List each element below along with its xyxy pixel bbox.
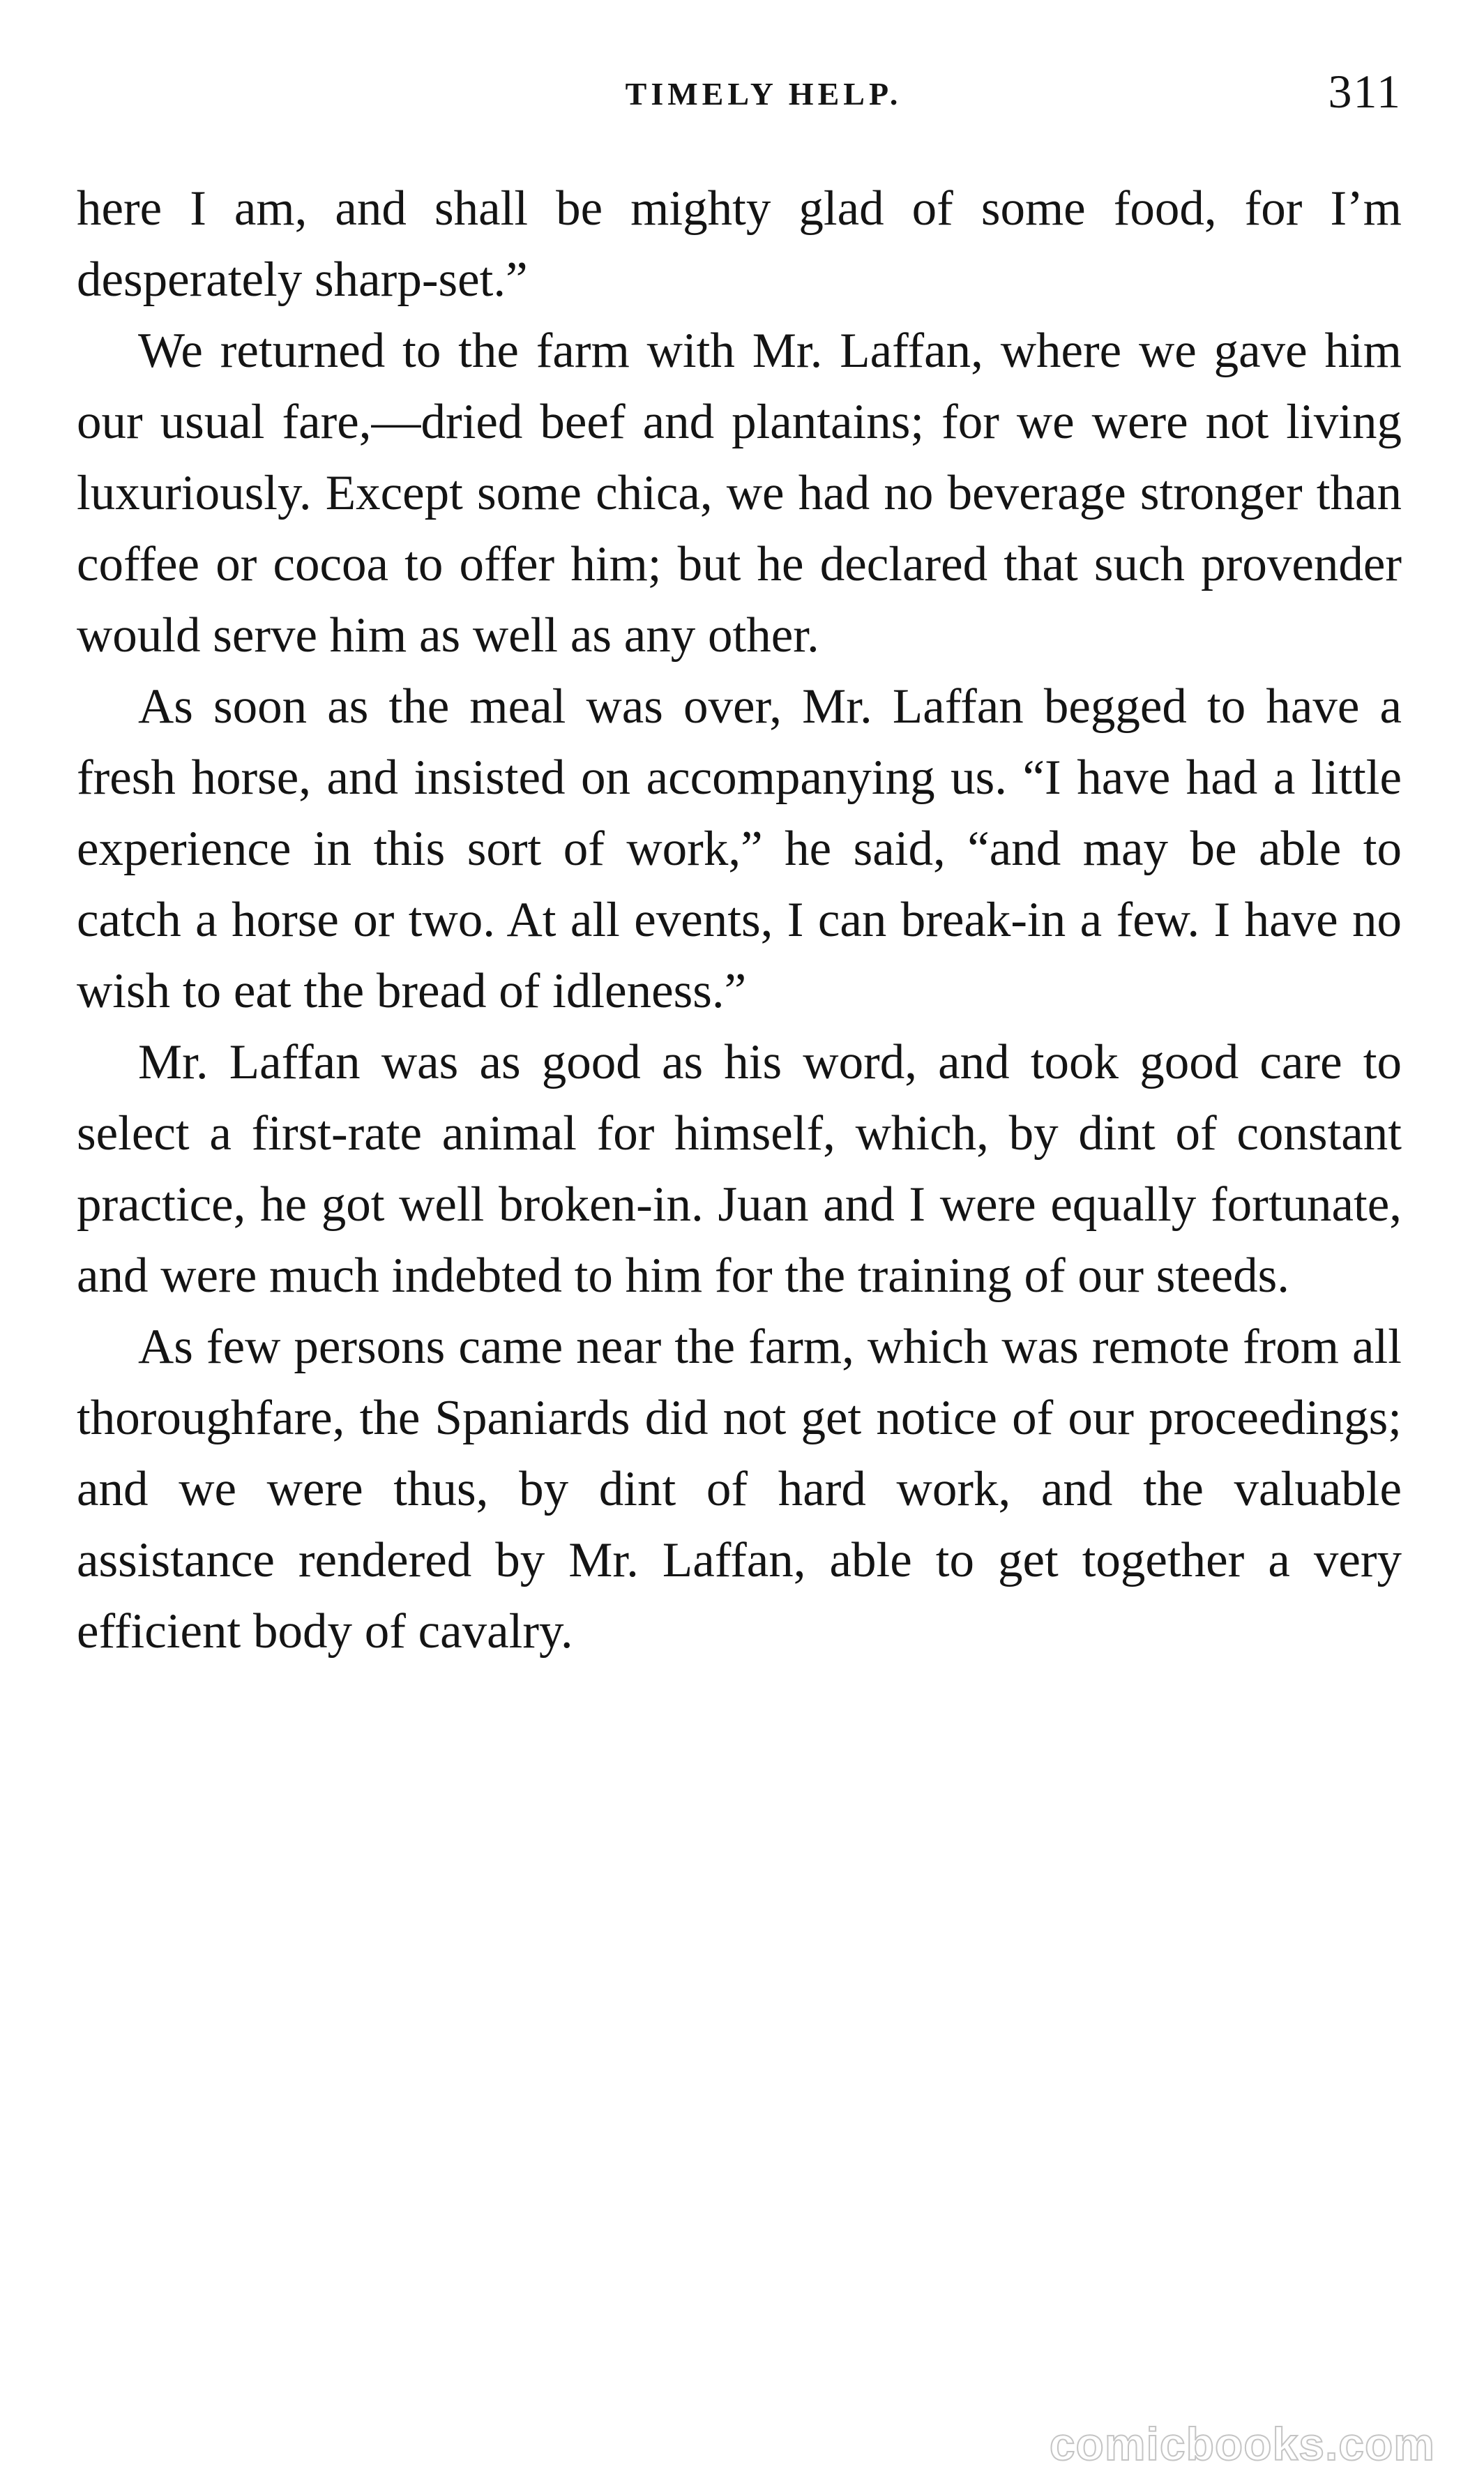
running-head (77, 64, 1402, 127)
page-number: 311 (1328, 65, 1402, 118)
paragraph-continued: here I am, and shall be mighty glad of some food, for I’m desperately sharp-set.” (77, 181, 1402, 307)
paragraph: We returned to the farm with Mr. Laffan, where we gave him our usual fare,—dried beef and plantains; for we were not living luxuriously. Except some chica, we had no beverage stronger than coffee or cocoa to offer him; but he declared that such provender would serve him as well as any other. (77, 324, 1402, 663)
paragraph: As few persons came near the farm, which was remote from all thoroughfare, the Spaniards did not get notice of our proceedings; and we were thus, by dint of hard work, and the valuable assistance rendered by Mr. Laffan, able to get together a very efficient body of cavalry. (77, 1320, 1402, 1659)
watermark: comicbooks.com (1049, 2418, 1435, 2470)
running-title: TIMELY HELP. (625, 76, 902, 112)
paragraph: Mr. Laffan was as good as his word, and took good care to select a first-rate animal for himself, which, by dint of constant practice, he got well broken-in. Juan and I were equally fortunate, and were much indebted to him for the training of our steeds. (77, 1035, 1402, 1303)
paragraph: As soon as the meal was over, Mr. Laffan begged to have a fresh horse, and insisted on accompanying us. “I have had a little experience in this sort of work,” he said, “and may be able to catch a horse or two. At all events, I can break-in a few. I have no wish to eat the bread of idleness.” (77, 679, 1402, 1018)
body-text (77, 173, 1402, 1667)
